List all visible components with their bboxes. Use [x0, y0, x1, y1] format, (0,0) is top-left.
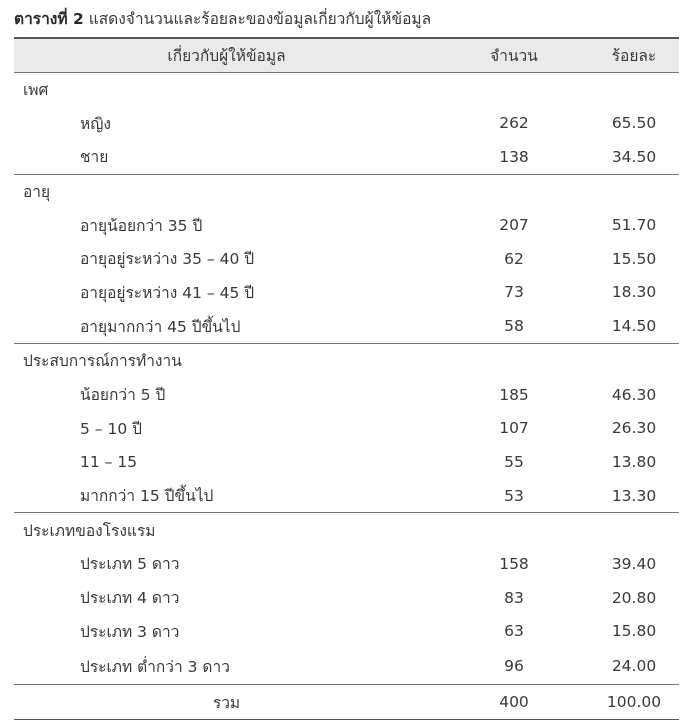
row-count: 53 [504, 486, 524, 505]
group-title: ประเภทของโรงแรม [14, 513, 439, 547]
table-row [14, 581, 679, 615]
row-count: 107 [499, 419, 529, 438]
caption-text: แสดงจำนวนและร้อยละของข้อมูลเกี่ยวกับผู้ให้ข้อมูล [88, 10, 432, 28]
row-count: 262 [499, 114, 529, 133]
row-count: 63 [504, 622, 524, 641]
total-count: 400 [439, 685, 589, 720]
table-row [14, 140, 679, 174]
table-row [14, 242, 679, 276]
row-count: 185 [499, 385, 529, 404]
table-row [14, 479, 679, 513]
row-label: 5 – 10 ปี [80, 419, 142, 438]
row-percent: 46.30 [611, 385, 657, 404]
row-count: 55 [504, 452, 524, 471]
caption-label: ตารางที่ 2 [14, 10, 84, 28]
row-count: 138 [499, 147, 529, 166]
table-row [14, 445, 679, 479]
header-count: จำนวน [439, 38, 589, 72]
row-percent: 26.30 [611, 419, 657, 438]
row-percent: 15.50 [611, 249, 657, 268]
row-count: 73 [504, 283, 524, 302]
group-title: เพศ [23, 80, 49, 99]
row-label: อายุอยู่ระหว่าง 41 – 45 ปี [80, 283, 255, 302]
total-percent: 100.00 [589, 685, 679, 720]
row-count: 83 [504, 588, 524, 607]
row-label: 11 – 15 [80, 452, 138, 471]
respondent-table [14, 37, 679, 720]
row-label: ประเภท 5 ดาว [80, 555, 180, 574]
header-category: เกี่ยวกับผู้ให้ข้อมูล [14, 38, 439, 72]
row-count: 96 [504, 657, 524, 676]
table-row [14, 615, 679, 649]
total-row [14, 685, 679, 720]
row-label: หญิง [80, 114, 111, 133]
group-row-experience [14, 344, 679, 378]
row-percent: 65.50 [611, 114, 657, 133]
row-label: อายุน้อยกว่า 35 ปี [80, 216, 203, 235]
row-percent: 34.50 [611, 147, 657, 166]
row-label: ประเภท 3 ดาว [80, 622, 180, 641]
row-label: ประเภท ต่ำกว่า 3 ดาว [80, 657, 230, 676]
table-row [14, 378, 679, 412]
table-caption [14, 6, 431, 31]
row-percent: 39.40 [611, 554, 657, 573]
table-row [14, 106, 679, 140]
row-count: 158 [499, 554, 529, 573]
table-row [14, 208, 679, 242]
row-percent: 18.30 [611, 283, 657, 302]
row-percent: 15.80 [611, 622, 657, 641]
row-percent: 13.30 [611, 486, 657, 505]
row-label: ประเภท 4 ดาว [80, 589, 180, 608]
header-row [14, 38, 679, 72]
group-row-hotel [14, 513, 679, 547]
group-title: อายุ [14, 174, 439, 208]
total-label: รวม [14, 685, 439, 720]
row-count: 207 [499, 216, 529, 235]
group-row-age [14, 174, 679, 208]
row-label: มากกว่า 15 ปีขึ้นไป [80, 487, 214, 506]
row-percent: 51.70 [611, 216, 657, 235]
row-label: น้อยกว่า 5 ปี [80, 386, 166, 405]
table-row [14, 547, 679, 581]
row-label: อายุอยู่ระหว่าง 35 – 40 ปี [80, 250, 255, 269]
row-count: 58 [504, 317, 524, 336]
table-row [14, 276, 679, 310]
table-row [14, 648, 679, 685]
row-label: ชาย [80, 148, 109, 167]
table-row [14, 309, 679, 343]
row-percent: 13.80 [611, 452, 657, 471]
row-count: 62 [504, 249, 524, 268]
group-row-gender [14, 72, 679, 106]
group-title: ประสบการณ์การทำงาน [14, 344, 439, 378]
row-percent: 24.00 [611, 657, 657, 676]
row-label: อายุมากกว่า 45 ปีขึ้นไป [80, 317, 241, 336]
table-row [14, 411, 679, 445]
row-percent: 14.50 [611, 317, 657, 336]
header-percent: ร้อยละ [589, 38, 679, 72]
row-percent: 20.80 [611, 588, 657, 607]
